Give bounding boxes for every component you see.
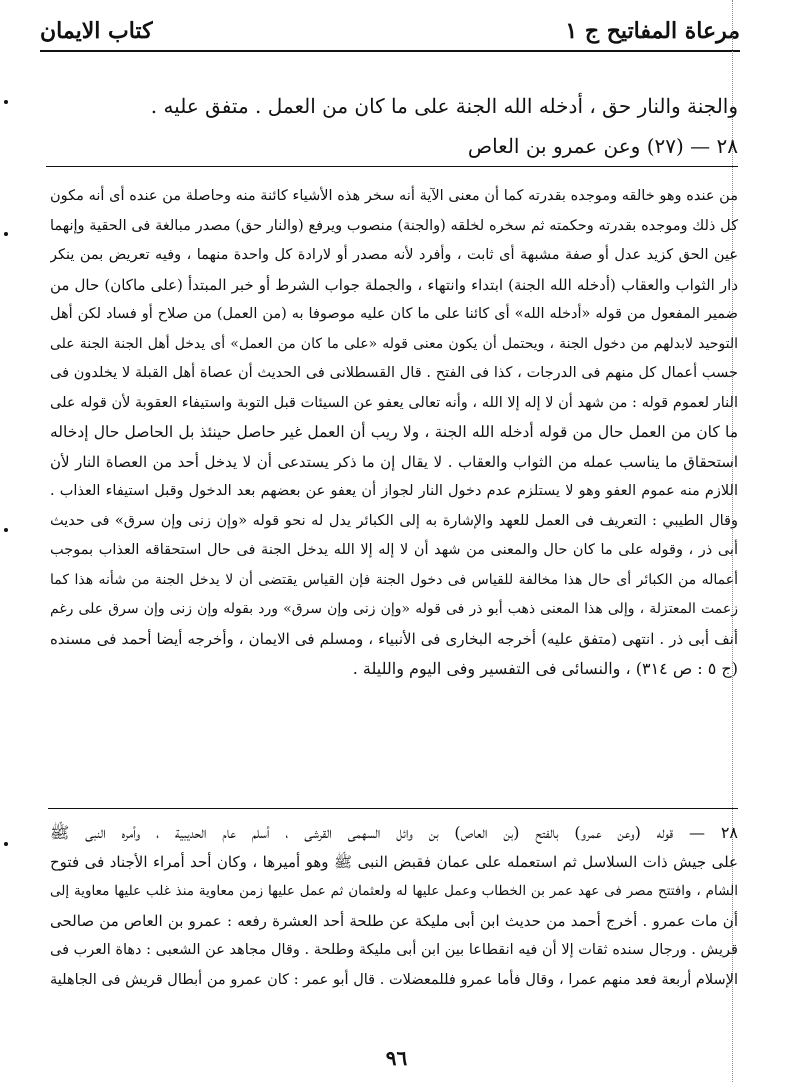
running-header <box>40 14 740 48</box>
commentary-line: أعماله من الكبائر أى حال هذا مخالفة للقياس فى دخول الجنة فإن القياس يقتضى أن لا يدخل الجنة من شأنه هذا كما <box>50 571 738 588</box>
footnote <box>50 818 738 1048</box>
commentary-line: زعمت المعتزلة ، وإلى هذا المعنى ذهب أبو ذر فى قوله «وإن زنى وإن سرق» ورد بقوله وإن زنى وإن سرق على رغم <box>50 601 738 617</box>
commentary-line: أبى ذر ، وقوله على ما كان حال والمعنى من شهد أن لا إله إلا الله يدخل الجنة فى حال استحقاقه العذاب بموجب <box>50 542 738 558</box>
margin-dot <box>4 100 8 104</box>
commentary-line: عين الحق كزيد عدل أو صفة مشبهة أى ثابت ، وأفرد لأنه مصدر أو لارادة كل واحدة منهما ، وفيه تعريض بمن ينكر <box>50 247 738 263</box>
text-commentary-separator <box>46 166 738 167</box>
header-rule <box>40 50 740 52</box>
commentary-line: التوحيد لابدلهم من دخول الجنة ، ويحتمل أن يكون معنى قوله «على ما كان من العمل» أى يدخل أهل الجنة الجنة على <box>50 335 738 352</box>
commentary-line: استحقاق ما يناسب عمله من الثواب والعقاب . لا يقال إن ما ذكر يستدعى أن لا يدخل أحد من العصاة النار لأن <box>50 452 738 471</box>
commentary-line: حسب أعمال كل منهم فى الدرجات ، كذا فى الفتح . قال القسطلانى فى الحديث أن عصاة أهل القبلة لا يخلدون فى <box>50 365 738 381</box>
commentary-line: ما كان من العمل حال من قوله أدخله الله الجنة ، ولا ريب أن العمل غير حاصل حينئذ بل الحاصل حال إدخاله <box>50 423 738 441</box>
commentary-line: النار لعموم قوله : من شهد أن لا إله إلا الله ، وأنه تعالى يعفو عن السيئات قبل التوبة واستيفاء العقوبة لأن قوله على <box>50 394 738 411</box>
commentary-line: اللازم منه عموم العفو وهو لا يستلزم عدم دخول النار لجواز أن يعفو عن بعضهم بعد الدخول وقبل استيفاء العذاب . <box>50 483 738 499</box>
hadith-heading: ٢٨ — (٢٧) وعن عمرو بن العاص <box>467 134 738 158</box>
commentary <box>50 182 738 800</box>
footnote-line: قريش . ورجال سنده ثقات إلا أن فيه انقطاعا بين ابن أبى مليكة وطلحة . وقال مجاهد عن الشعبى : دهاة العرب فى <box>50 942 738 958</box>
footnote-line: أن مات عمرو . أخرج أحمد من حديث ابن أبى مليكة عن طلحة أحد العشرة رفعه : عمرو بن العاص من صالحى <box>50 911 738 930</box>
commentary-line: من عنده وهو خالقه وموجده بقدرته كما أن معنى الآية أنه سخر هذه الأشياء كائنة منه وحاصلة من عنده أى أنه مكون <box>50 188 738 204</box>
hadith-line: والجنة والنار حق ، أدخله الله الجنة على ما كان من العمل . متفق عليه . <box>150 94 738 118</box>
commentary-line-last: (ج ٥ : ص ٣١٤) ، والنسائى فى التفسير وفى اليوم والليلة . <box>352 659 738 678</box>
footnote-line: ٢٨ — قوله (وعن عمرو) بالفتح (بن العاص) بن وائل السهمى القرشى ، أسلم عام الحديبية ، وأمره النبى ﷺ <box>50 823 738 842</box>
page-number: ٩٦ <box>385 1046 408 1070</box>
commentary-line: أنف أبى ذر . انتهى (متفق عليه) أخرجه البخارى فى الأنبياء ، ومسلم فى الايمان ، وأخرجه أيضا أحمد فى مسنده <box>50 629 738 648</box>
footnote-line: الإسلام أربعة فعد منهم عمرا ، وقال فأما عمرو فللمعضلات . قال أبو عمر : كان عمرو من أبطال قريش فى الجاهلية <box>50 971 738 988</box>
commentary-line: دار الثواب والعقاب (أدخله الله الجنة) ابتداء وانتهاء ، والجملة جواب الشرط أو خبر المبتدأ (على ماكان) حال من <box>50 275 738 294</box>
commentary-line: كل ذلك وموجده بقدرته وحكمته ثم سخره لخلقه (والجنة) منصوب ويرفع (والنار حق) مصدر مبالغة فى الحقية وإنهما <box>50 217 738 234</box>
footnote-line: على جيش ذات السلاسل ثم استعمله على عمان فقبض النبى ﷺ وهو أميرها ، وكان أحد أمراء الأجناد فى فتوح <box>50 852 738 871</box>
commentary-line: وقال الطيبي : التعريف فى العمل للعهد والإشارة به إلى الكبائر يدل له نحو قوله «وإن زنى وإن سرق» فى حديث <box>50 512 738 529</box>
margin-dot <box>4 528 8 532</box>
commentary-line: ضمير المفعول من قوله «أدخله الله» أى كائنا على ما كان عليه موصوفا به (من العمل) من صلاح أو فساد لكن أهل <box>50 306 738 322</box>
footnote-separator <box>48 808 738 809</box>
book-title: مرعاة المفاتيح ج ١ <box>565 18 740 44</box>
hadith-text <box>100 86 738 166</box>
footnote-line: الشام ، وافتتح مصر فى عهد عمر بن الخطاب وعمل عليها له ولعثمان ثم عمل عليها زمن معاوية منذ غلب عليها معاوية إلى <box>50 883 738 899</box>
chapter-title: كتاب الايمان <box>40 18 153 44</box>
margin-dot <box>4 842 8 846</box>
margin-dot <box>4 232 8 236</box>
